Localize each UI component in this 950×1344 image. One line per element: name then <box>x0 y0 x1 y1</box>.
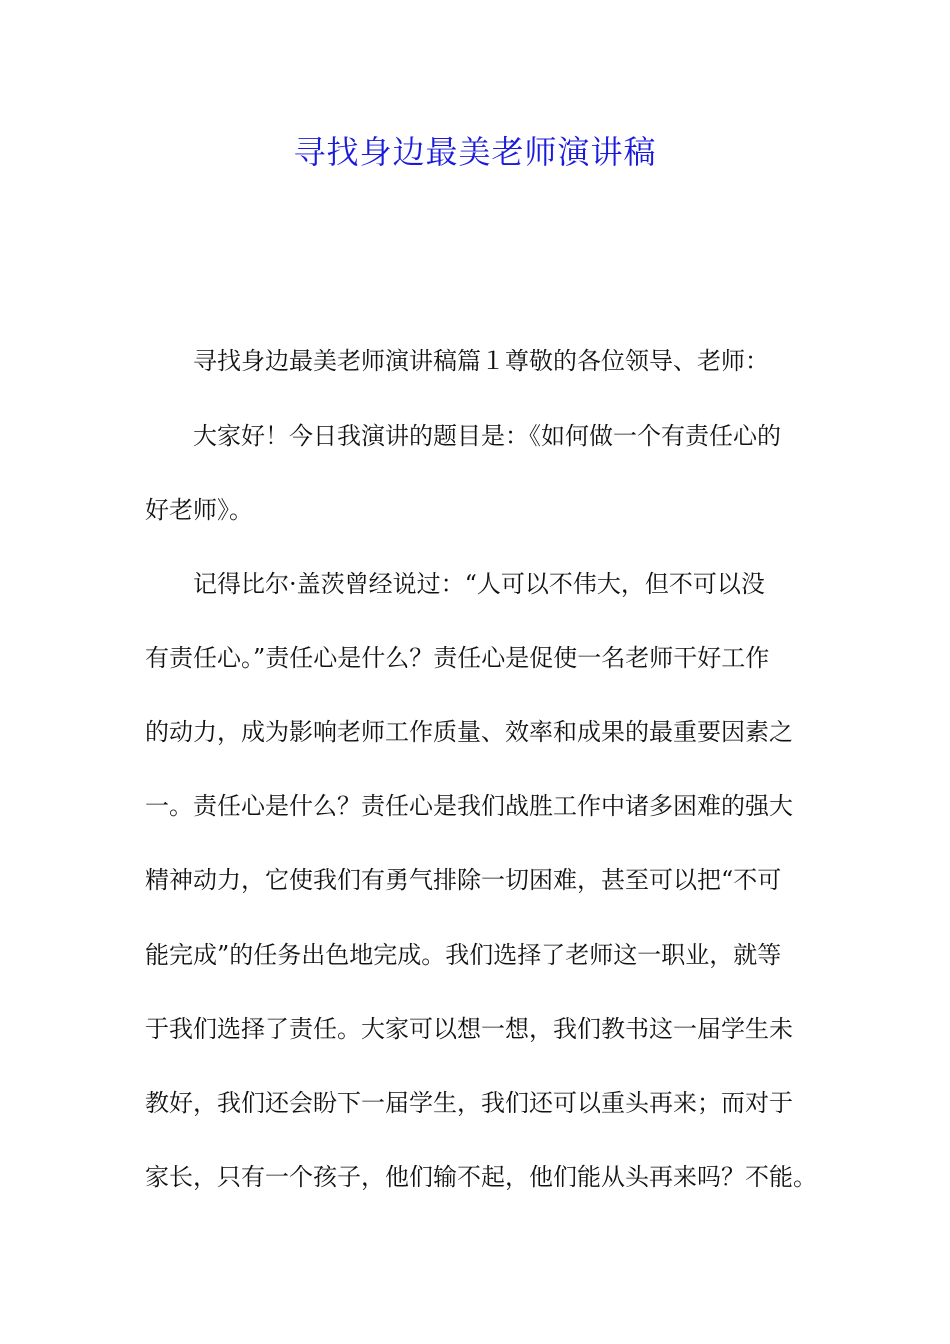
paragraph-line: 好老师》。 <box>145 496 253 524</box>
paragraph-line: 教好，我们还会盼下一届学生，我们还可以重头再来；而对于 <box>145 1089 793 1117</box>
paragraph-line: 一。责任心是什么？责任心是我们战胜工作中诸多困难的强大 <box>145 792 793 820</box>
paragraph-line: 能完成”的任务出色地完成。我们选择了老师这一职业，就等 <box>145 941 782 969</box>
paragraph-line: 记得比尔·盖茨曾经说过：“人可以不伟大，但不可以没 <box>193 570 765 598</box>
paragraph-line: 家长，只有一个孩子，他们输不起，他们能从头再来吗？不能。 <box>145 1163 817 1191</box>
paragraph-line: 大家好！今日我演讲的题目是：《如何做一个有责任心的 <box>193 422 781 450</box>
document-title: 寻找身边最美老师演讲稿 <box>293 133 657 171</box>
paragraph-line: 精神动力，它使我们有勇气排除一切困难，甚至可以把“不可 <box>145 866 782 894</box>
paragraph-line: 有责任心。”责任心是什么？责任心是促使一名老师干好工作 <box>145 644 770 672</box>
paragraph-line: 于我们选择了责任。大家可以想一想，我们教书这一届学生未 <box>145 1015 793 1043</box>
paragraph-line: 的动力，成为影响老师工作质量、效率和成果的最重要因素之 <box>145 718 793 746</box>
paragraph-line: 寻找身边最美老师演讲稿篇１尊敬的各位领导、老师： <box>193 347 769 375</box>
